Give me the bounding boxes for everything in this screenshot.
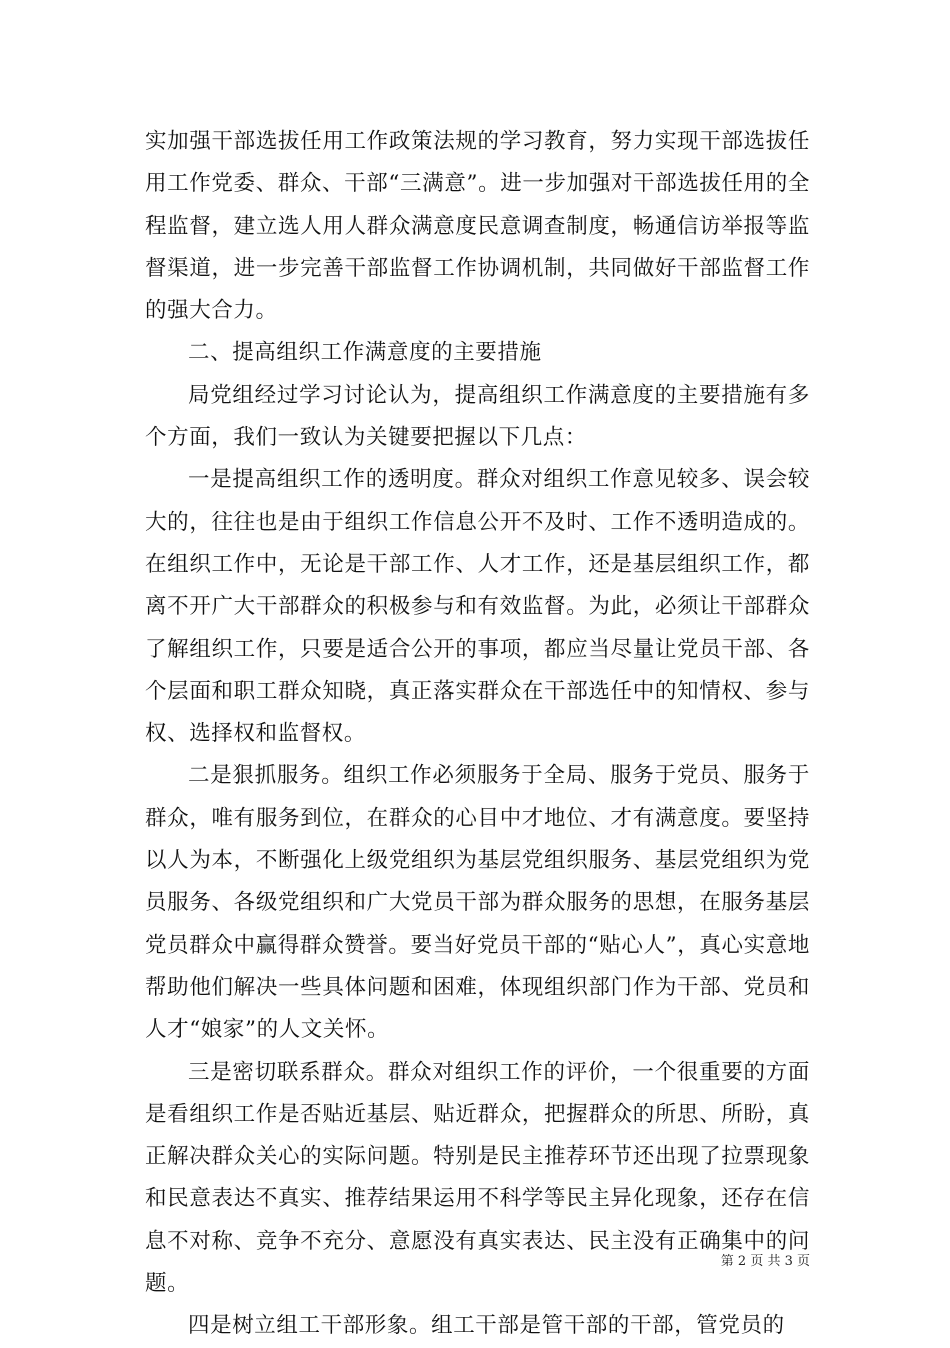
paragraph-point-4: 四是树立组工干部形象。组工干部是管干部的干部，管党员的 (188, 1313, 785, 1339)
paragraph-point-2: 二是狠抓服务。组织工作必须服务于全局、服务于党员、服务于群众，唯有服务到位，在群众的心目中才地位、才有满意度。要坚持以人为本，不断强化上级党组织为基层党组织服务、基层党组织为党员服务、各级党组织和广大党员干部为群众服务的思想，在服务基层党员群众中赢得群众赞誉。要当好党员干部的“贴心人”，真心实意地帮助他们解决一些具体问题和困难，体现组织部门作为干部、党员和人才“娘家”的人文关怀。 (145, 763, 810, 1043)
paragraph-point-1: 一是提高组织工作的透明度。群众对组织工作意见较多、误会较大的，往往也是由于组织工作信息公开不及时、工作不透明造成的。在组织工作中，无论是干部工作、人才工作，还是基层组织工作，都离不开广大干部群众的积极参与和有效监督。为此，必须让干部群众了解组织工作，只要是适合公开的事项，都应当尽量让党员干部、各个层面和职工群众知晓，真正落实群众在干部选任中的知情权、参与权、选择权和监督权。 (145, 467, 810, 747)
paragraph-point-3: 三是密切联系群众。群众对组织工作的评价，一个很重要的方面是看组织工作是否贴近基层、贴近群众，把握群众的所思、所盼，真正解决群众关心的实际问题。特别是民主推荐环节还出现了拉票现象和民意表达不真实、推荐结果运用不科学等民主异化现象，还存在信息不对称、竞争不充分、意愿没有真实表达、民主没有正确集中的问题。 (145, 1059, 810, 1297)
document-body (145, 121, 810, 1348)
page-footer (0, 1250, 810, 1269)
page-number-label: 第 2 页 共 3 页 (720, 1254, 810, 1269)
section-heading: 二、提高组织工作满意度的主要措施 (188, 340, 542, 366)
paragraph-intro: 局党组经过学习讨论认为，提高组织工作满意度的主要措施有多个方面，我们一致认为关键要把握以下几点： (145, 382, 810, 451)
paragraph-continuation: 实加强干部选拔任用工作政策法规的学习教育，努力实现干部选拔任用工作党委、群众、干部“三满意”。进一步加强对干部选拔任用的全程监督，建立选人用人群众满意度民意调查制度，畅通信访举报等监督渠道，进一步完善干部监督工作协调机制，共同做好干部监督工作的强大合力。 (145, 129, 810, 324)
